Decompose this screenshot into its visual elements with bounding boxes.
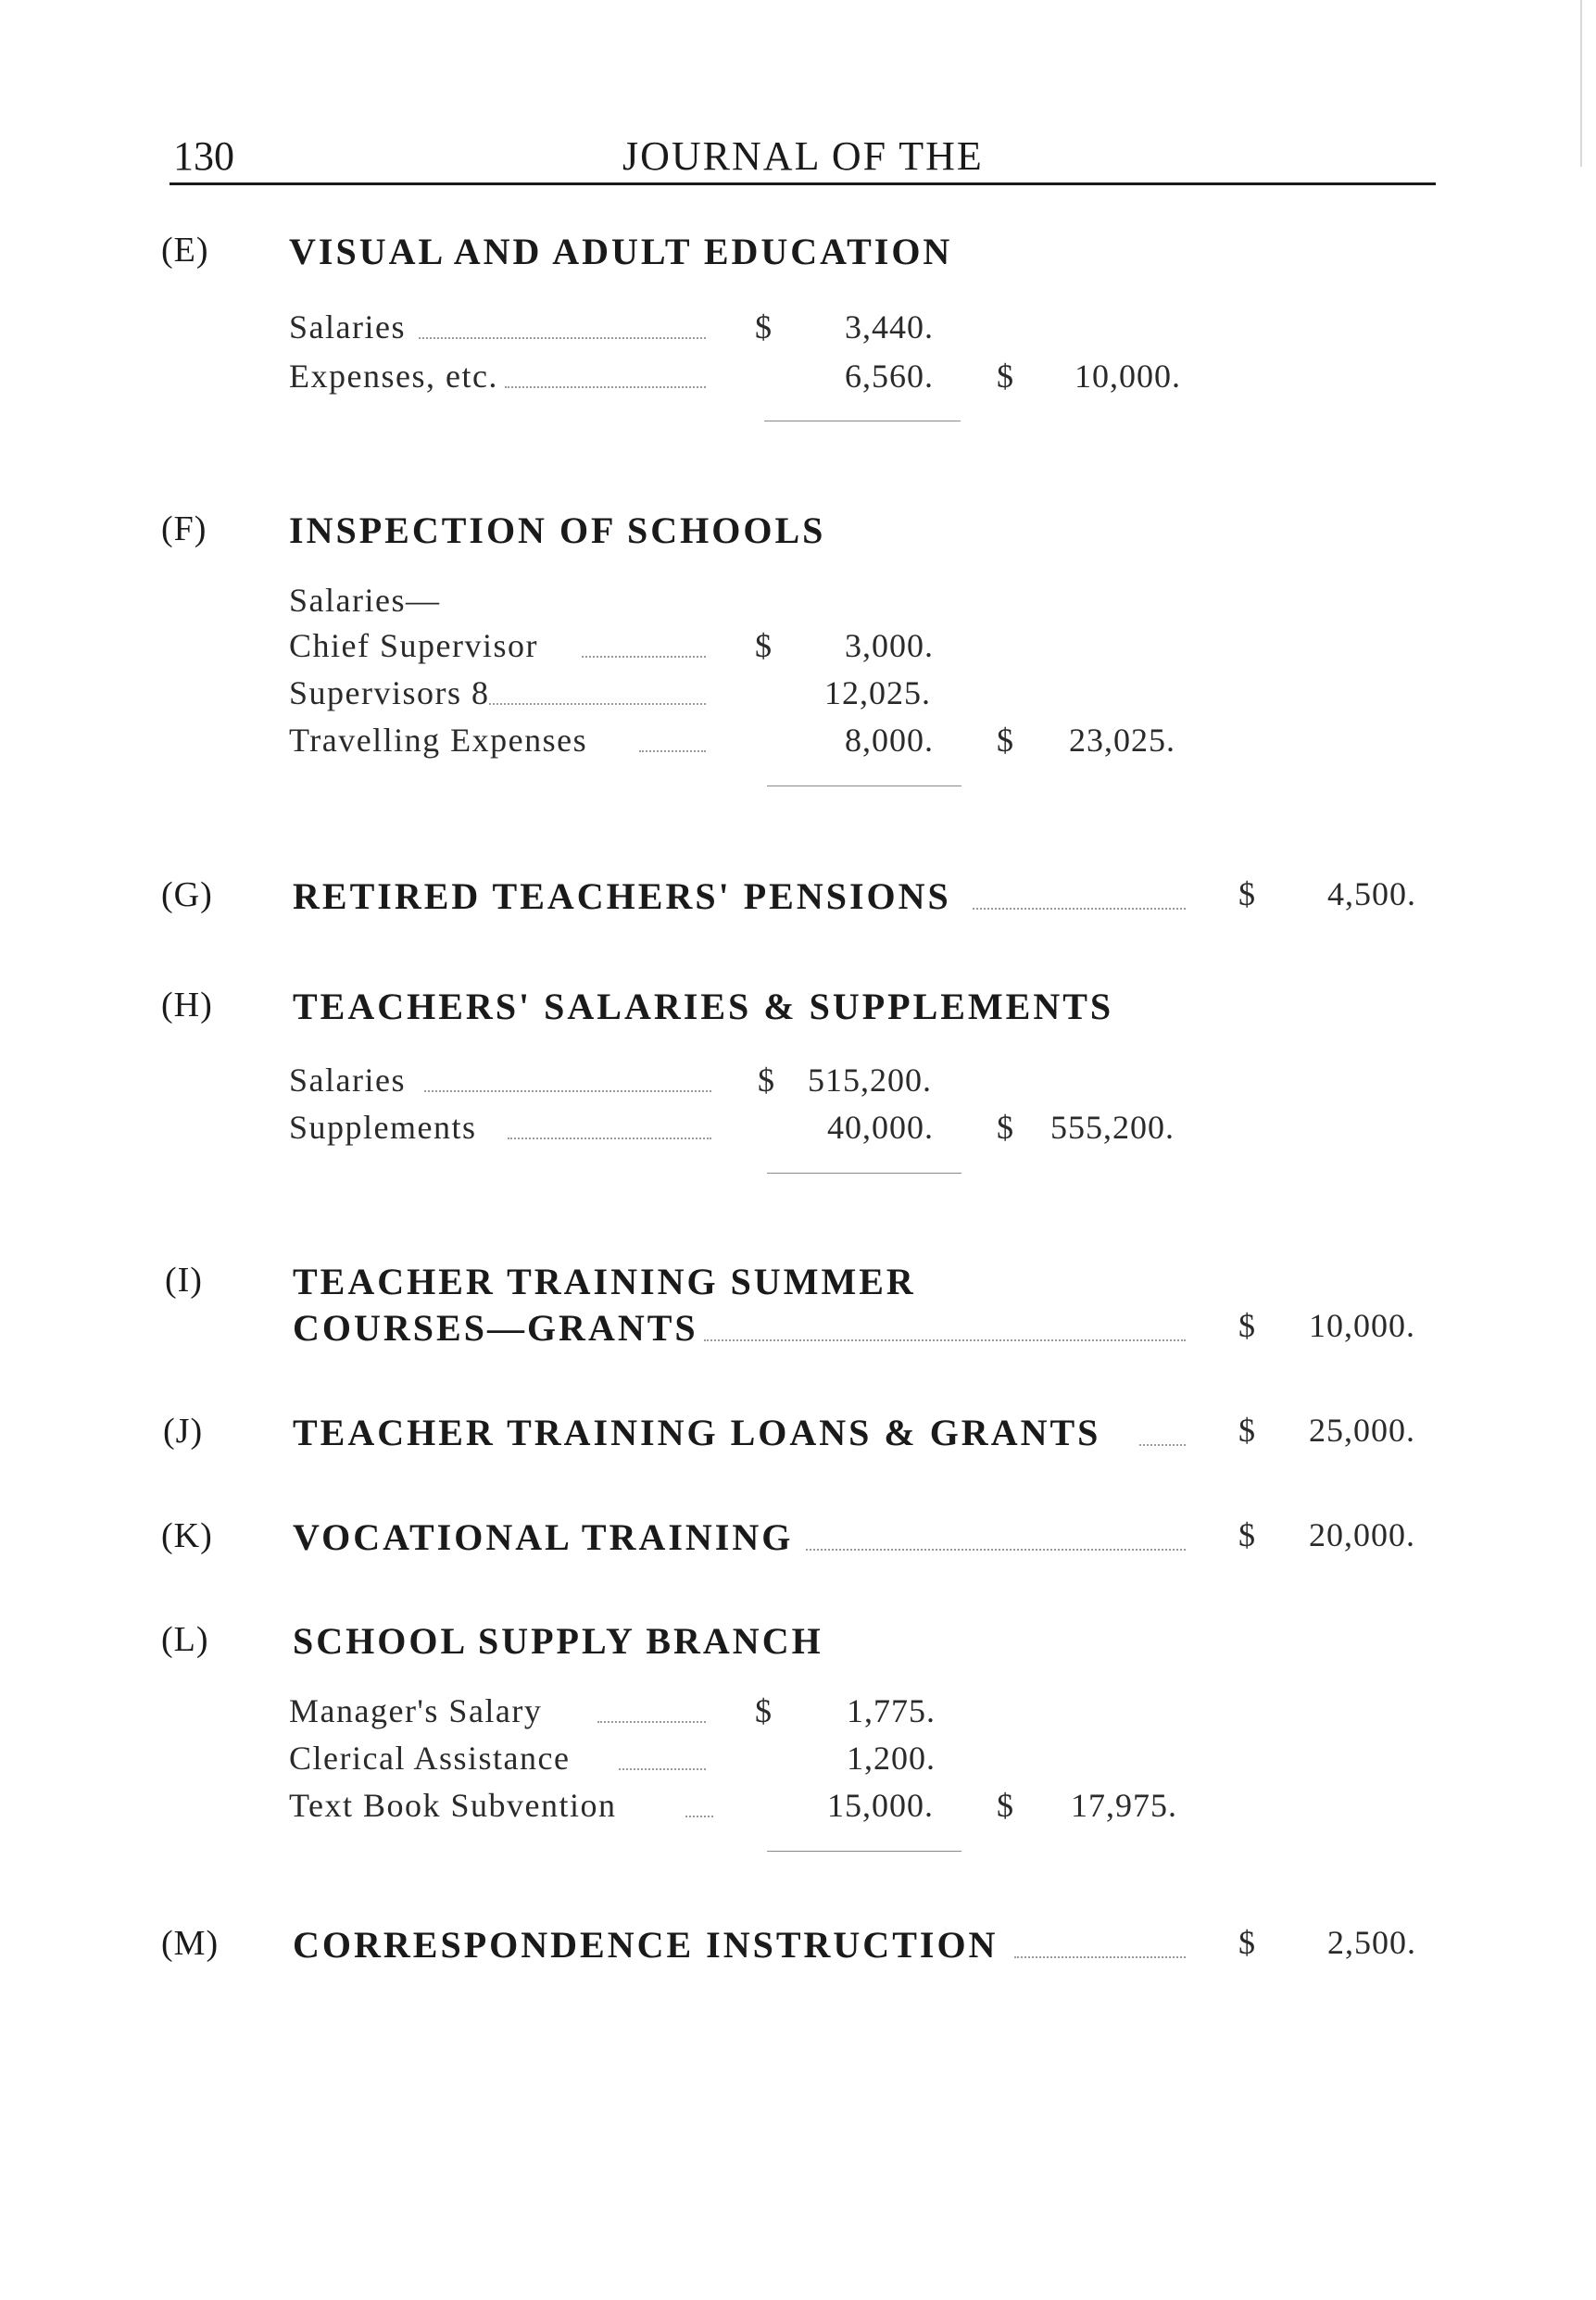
section-total: 10,000.: [1309, 1307, 1415, 1344]
line-item-label: Salaries: [289, 308, 406, 346]
section-total: 10,000.: [1074, 358, 1181, 395]
currency-sign: $: [758, 1062, 775, 1099]
currency-sign: $: [997, 1109, 1014, 1146]
line-item-label: Supervisors 8: [289, 674, 490, 711]
currency-sign: $: [755, 1692, 773, 1729]
section-heading-continued: COURSES—GRANTS: [293, 1307, 698, 1349]
leader-dots: [1014, 1956, 1186, 1958]
section-total: 23,025.: [1069, 722, 1175, 759]
header-rule: [170, 182, 1436, 185]
section-letter: (K): [161, 1516, 213, 1555]
line-item-amount: 15,000.: [827, 1787, 934, 1824]
leader-dots: [685, 1816, 713, 1817]
currency-sign: $: [1238, 875, 1256, 912]
line-item-label: Travelling Expenses: [289, 722, 588, 759]
leader-dots: [597, 1721, 706, 1723]
section-heading: TEACHER TRAINING LOANS & GRANTS: [293, 1412, 1101, 1453]
line-item-label: Text Book Subvention: [289, 1787, 617, 1824]
line-item-amount: 3,440.: [845, 308, 934, 346]
scan-edge-mark: [1580, 0, 1582, 167]
section-heading: TEACHER TRAINING SUMMER: [293, 1261, 916, 1302]
leader-dots: [806, 1549, 1186, 1551]
leader-dots: [508, 1137, 711, 1139]
section-heading: TEACHERS' SALARIES & SUPPLEMENTS: [293, 986, 1114, 1027]
section-heading: VOCATIONAL TRAINING: [293, 1516, 794, 1558]
section-heading: VISUAL AND ADULT EDUCATION: [289, 231, 953, 272]
section-letter: (I): [165, 1261, 203, 1300]
section-total: 25,000.: [1309, 1412, 1415, 1449]
line-item-amount: 6,560.: [845, 358, 934, 395]
subtotal-rule: [767, 1851, 961, 1852]
leader-dots: [582, 656, 706, 658]
section-total: 17,975.: [1071, 1787, 1177, 1824]
section-total: 2,500.: [1327, 1924, 1416, 1961]
section-total: 20,000.: [1309, 1516, 1415, 1553]
section-heading: CORRESPONDENCE INSTRUCTION: [293, 1924, 999, 1966]
currency-sign: $: [1238, 1307, 1256, 1344]
currency-sign: $: [997, 358, 1014, 395]
line-item-amount: 12,025.: [824, 674, 931, 711]
line-item-amount: 515,200.: [808, 1062, 932, 1099]
line-item-amount: 8,000.: [845, 722, 934, 759]
line-item-amount: 1,775.: [847, 1692, 936, 1729]
line-item-label: Salaries: [289, 1062, 406, 1099]
currency-sign: $: [1238, 1924, 1256, 1961]
subtotal-rule: [767, 1173, 961, 1174]
line-item-label: Chief Supervisor: [289, 627, 538, 664]
leader-dots: [424, 1090, 711, 1092]
section-letter: (E): [161, 231, 209, 270]
line-item-amount: 40,000.: [827, 1109, 934, 1146]
subheading: Salaries—: [289, 582, 441, 619]
leader-dots: [1139, 1444, 1186, 1446]
section-heading: SCHOOL SUPPLY BRANCH: [293, 1620, 823, 1662]
currency-sign: $: [755, 308, 773, 346]
leader-dots: [419, 337, 706, 339]
currency-sign: $: [1238, 1516, 1256, 1553]
section-total: 4,500.: [1327, 875, 1416, 912]
section-letter: (M): [161, 1924, 220, 1963]
running-title: JOURNAL OF THE: [622, 133, 984, 179]
line-item-amount: 3,000.: [845, 627, 934, 664]
currency-sign: $: [1238, 1412, 1256, 1449]
line-item-label: Expenses, etc.: [289, 358, 498, 395]
section-total: 555,200.: [1050, 1109, 1175, 1146]
leader-dots: [489, 703, 706, 705]
currency-sign: $: [755, 627, 773, 664]
line-item-label: Manager's Salary: [289, 1692, 543, 1729]
currency-sign: $: [997, 1787, 1014, 1824]
line-item-label: Supplements: [289, 1109, 477, 1146]
section-letter: (F): [161, 509, 207, 548]
section-letter: (H): [161, 986, 213, 1024]
section-letter: (J): [163, 1412, 204, 1451]
leader-dots: [639, 750, 706, 752]
leader-dots: [973, 908, 1186, 910]
section-heading: INSPECTION OF SCHOOLS: [289, 509, 826, 551]
leader-dots: [505, 386, 706, 388]
leader-dots: [619, 1768, 706, 1770]
line-item-amount: 1,200.: [847, 1740, 936, 1777]
section-letter: (L): [161, 1620, 209, 1659]
currency-sign: $: [997, 722, 1014, 759]
page-number: 130: [173, 133, 234, 179]
section-heading: RETIRED TEACHERS' PENSIONS: [293, 875, 951, 917]
section-letter: (G): [161, 875, 213, 914]
line-item-label: Clerical Assistance: [289, 1740, 571, 1777]
leader-dots: [704, 1339, 1186, 1341]
